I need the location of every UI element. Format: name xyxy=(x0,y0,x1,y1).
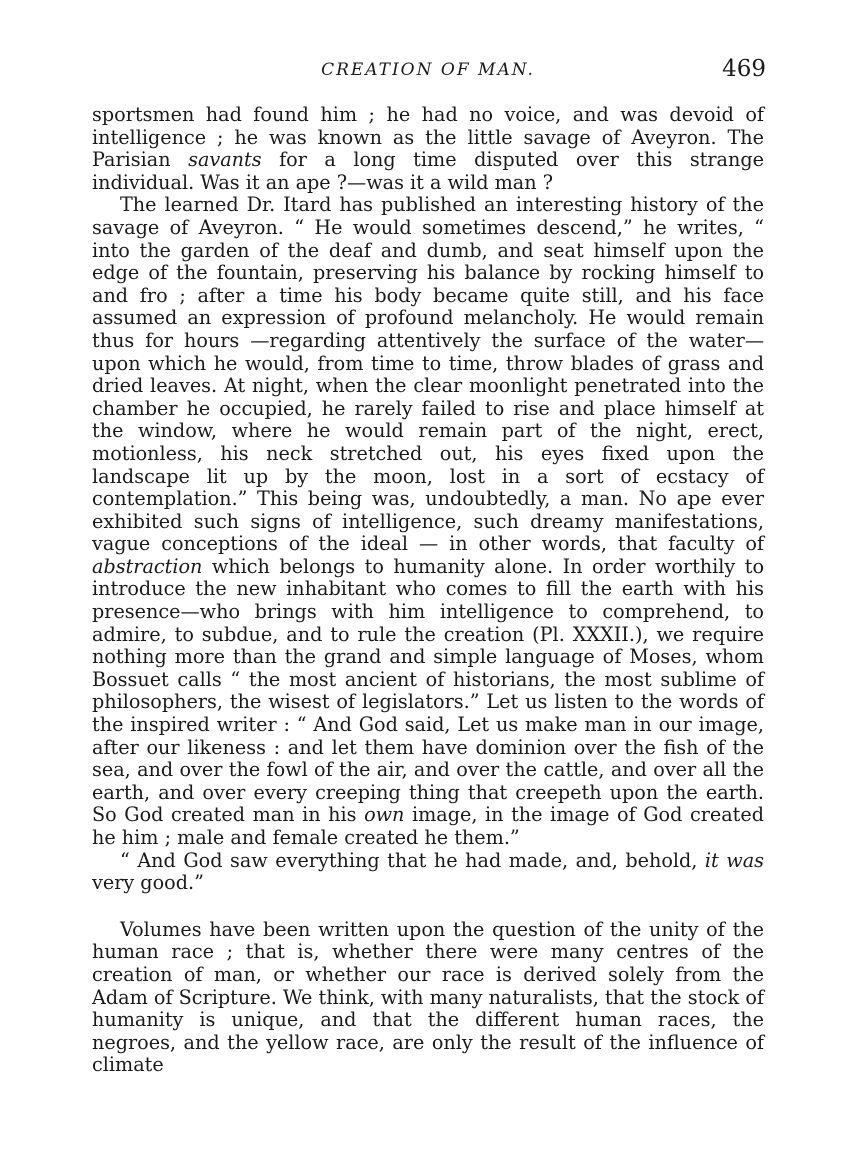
body-text xyxy=(92,104,764,1077)
paragraph-1: sportsmen had found him ; he had no voice, and was devoid of intelligence ; he was known as the little savage of Aveyron. The Parisian savants for a long time disputed over this strange individual. Was it an ape ?—was it a wild man ? xyxy=(92,103,764,194)
running-title: CREATION OF MAN. xyxy=(321,60,535,80)
running-head xyxy=(90,58,766,88)
paragraph-2: The learned Dr. Itard has published an interesting history of the savage of Aveyron. “ He would sometimes descend,” he writes, “ into the garden of the deaf and dumb, and seat himself upon the edge of the fountain, preserving his balance by rocking himself to and fro ; after a time his body became quite still, and his face assumed an expression of profound melancholy. He would remain thus for hours —regarding attentively the surface of the water—upon which he would, from time to time, throw blades of grass and dried leaves. At night, when the clear moonlight penetrated into the chamber he occupied, he rarely failed to rise and place himself at the window, where he would remain part of the night, erect, motionless, his neck stretched out, his eyes fixed upon the landscape lit up by the moon, lost in a sort of ecstacy of contemplation.” This being was, undoubtedly, a man. No ape ever exhibited such signs of intelligence, such dreamy manifestations, vague conceptions of the ideal — in other words, that faculty of abstraction which belongs to humanity alone. In order worthily to introduce the new inhabitant who comes to fill the earth with his presence—who brings with him intelligence to comprehend, to admire, to subdue, and to rule the creation (Pl. XXXII.), we require nothing more than the grand and simple language of Moses, whom Bossuet calls “ the most ancient of historians, the most sublime of philosophers, the wisest of legislators.” Let us listen to the words of the inspired writer : “ And God said, Let us make man in our image, after our likeness : and let them have dominion over the fish of the sea, and over the fowl of the air, and over the cattle, and over all the earth, and over every creeping thing that creepeth upon the earth. So God created man in his own image, in the image of God created he him ; male and female created he them.” xyxy=(92,193,765,849)
paragraph-4: Volumes have been written upon the question of the unity of the human race ; that is, whether there were many centres of the creation of man, or whether our race is derived solely from the Adam of Scripture. We think, with many naturalists, that the stock of humanity is unique, and that the different human races, the negroes, and the yellow race, are only the result of the influence of climate xyxy=(92,917,764,1077)
paragraph-3: “ And God saw everything that he had made, and, behold, it was very good.” xyxy=(92,848,764,895)
page-number: 469 xyxy=(722,56,766,82)
